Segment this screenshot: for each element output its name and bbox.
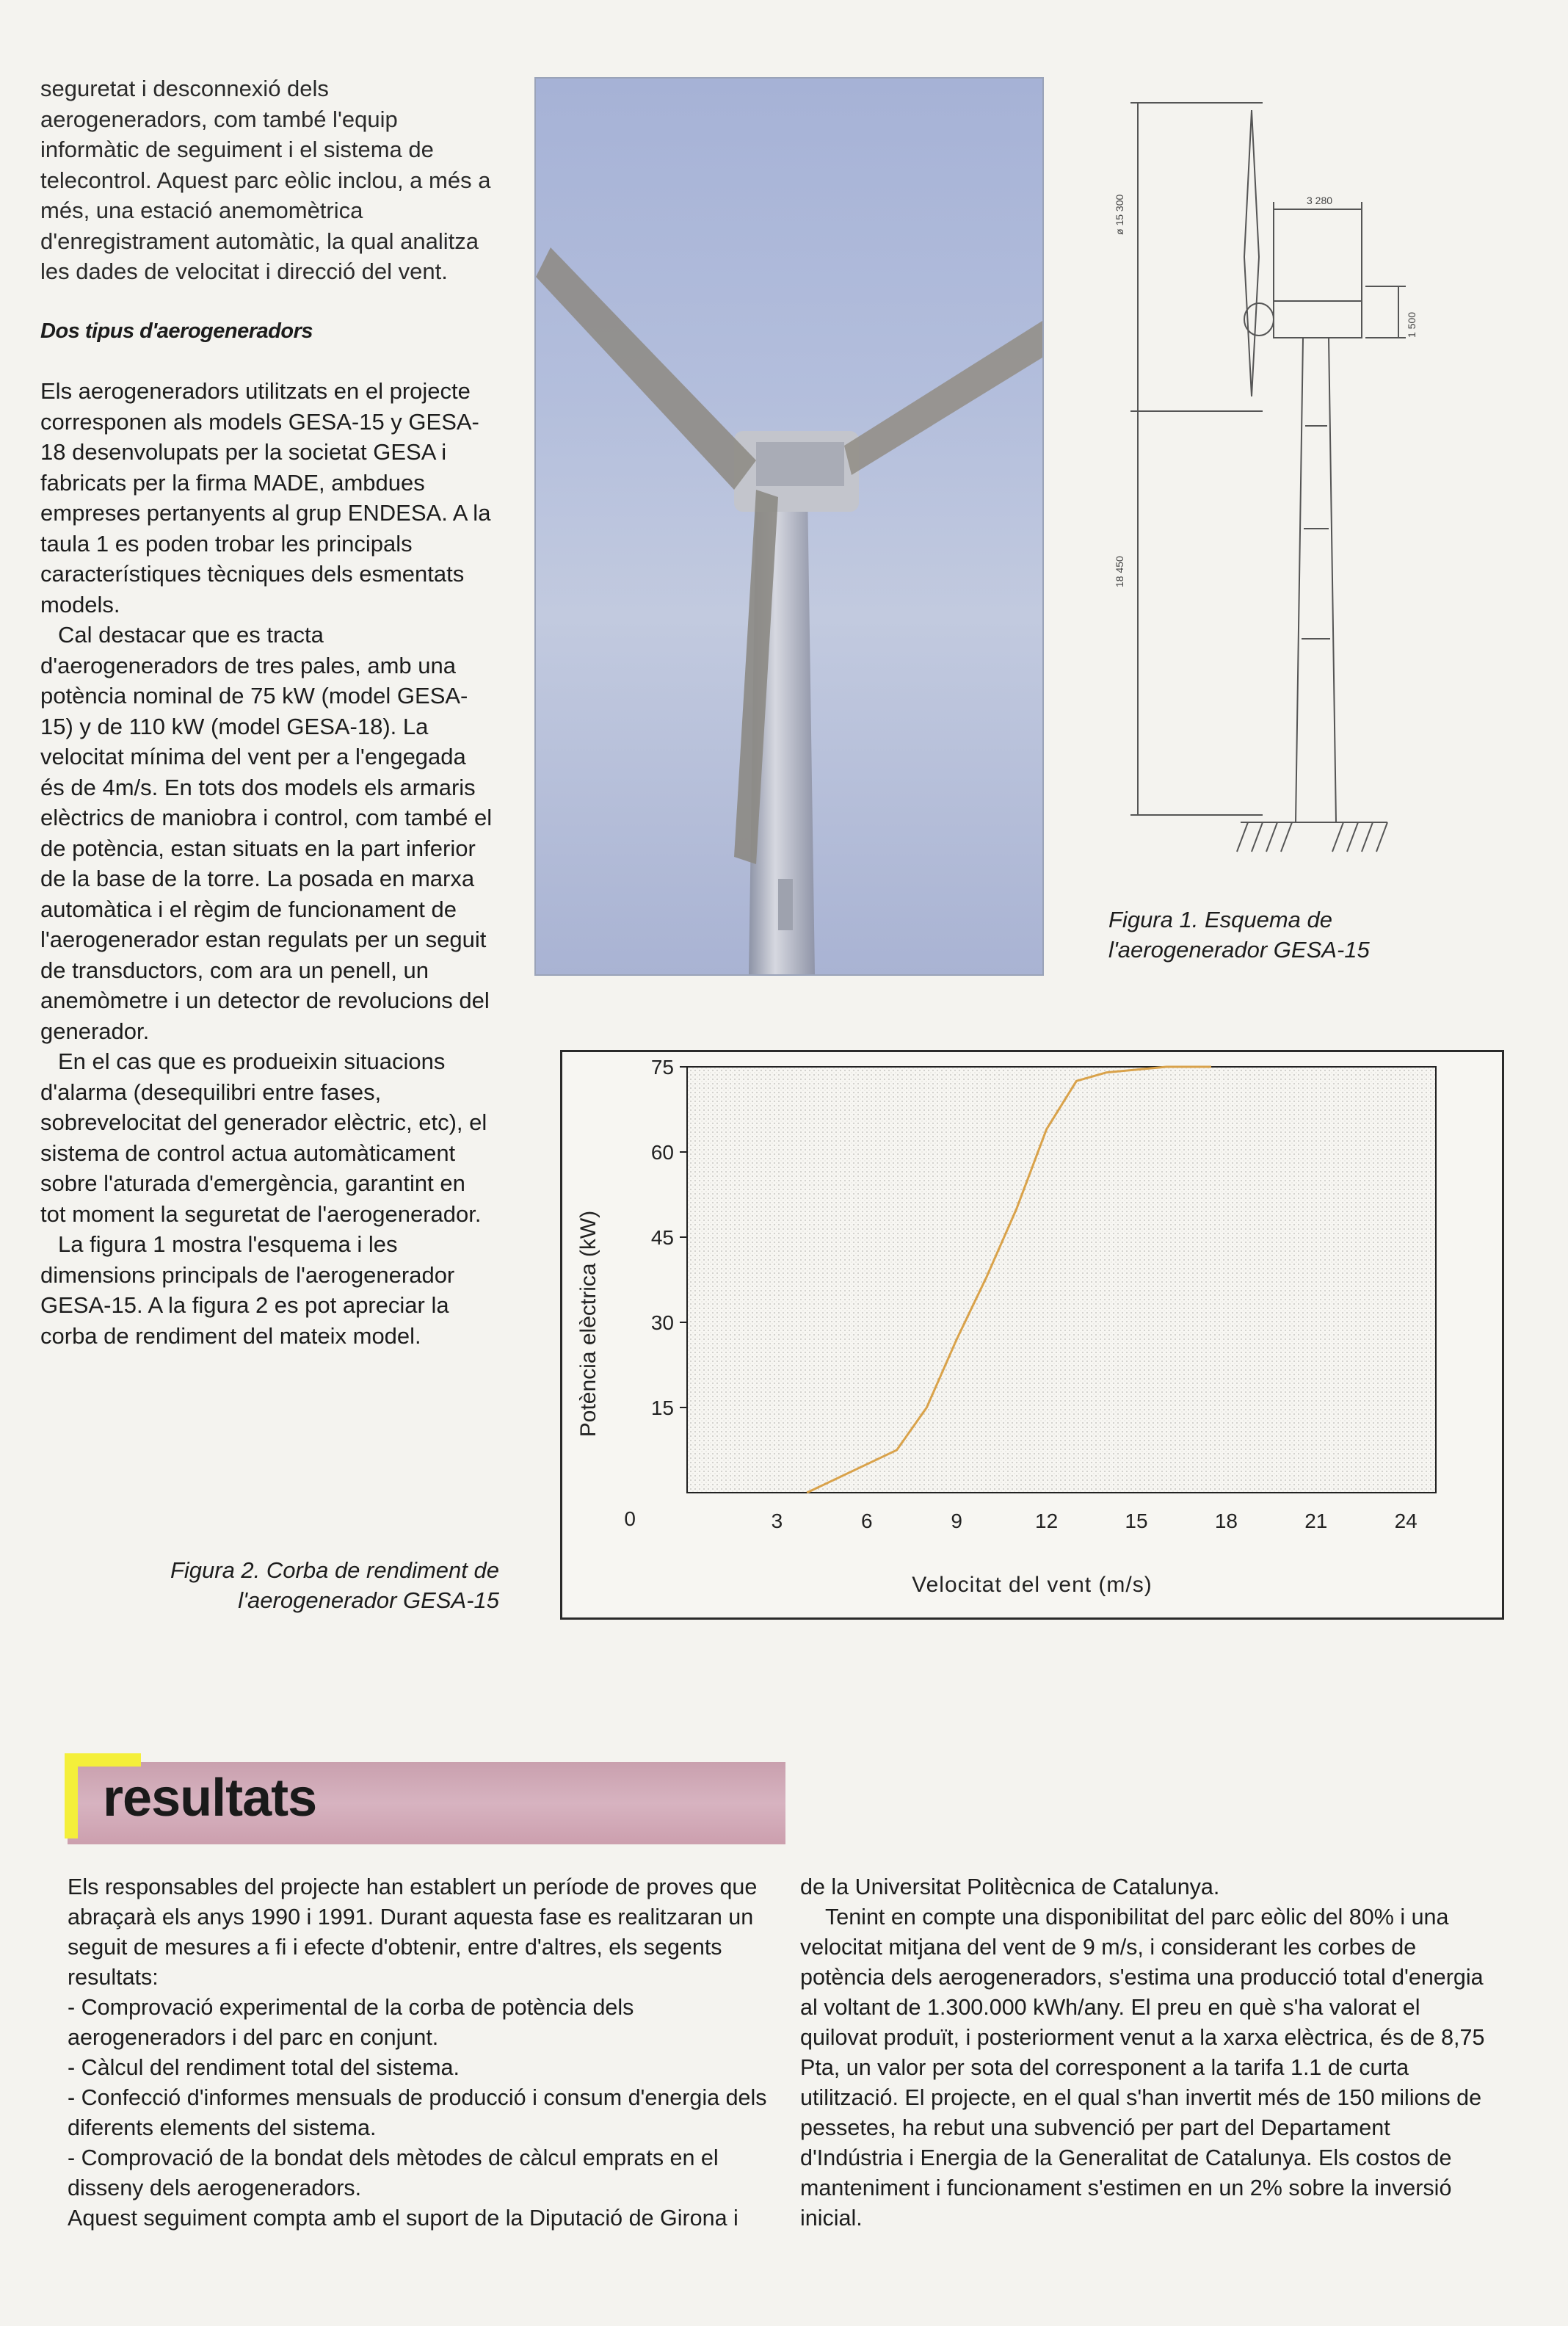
left-column: [40, 73, 496, 1351]
results-left-p2: - Càlcul del rendiment total del sistema.: [68, 2055, 460, 2080]
x-tick-label: 18: [1214, 1510, 1238, 1532]
results-left-p4: - Comprovació de la bondat dels mètodes de càlcul emprats en el disseny dels aerogeneradors.: [68, 2145, 719, 2200]
x-tick-label: 3: [771, 1510, 783, 1532]
y-tick-label: 0: [624, 1507, 636, 1530]
turbine-schematic: [1094, 88, 1431, 881]
y-tick-label: 30: [650, 1311, 674, 1334]
x-tick-label: 9: [951, 1510, 962, 1532]
paragraph-specs: Cal destacar que es tracta d'aerogeneradors de tres pales, amb una potència nominal de 75 kW (model GESA-15) y de 110 kW (model GESA-18). La velocitat mínima del vent per a l'engegada és de 4m/s. En tots dos models els armaris elèctrics de maniobra i control, com també el de potència, estan situats en la part inferior de la base de la torre. La posada en marxa automàtica i el règim de funcionament de l'aerogenerador estan regulats per un seguit de transductors, com ara un penell, un anemòmetre i un detector de revolucions del generador.: [40, 622, 493, 1044]
dim-rotor-label: ø 15 300: [1114, 194, 1125, 235]
results-left-p1: - Comprovació experimental de la corba de potència dels aerogeneradors i del parc en conjunt.: [68, 1995, 634, 2050]
results-left-p3: - Confecció d'informes mensuals de producció i consum d'energia dels diferents elements del sistema.: [68, 2085, 767, 2140]
power-curve-chart: [560, 1050, 1504, 1620]
y-tick-label: 15: [650, 1396, 674, 1419]
x-axis-label: Velocitat del vent (m/s): [912, 1573, 1153, 1597]
x-tick-label: 15: [1125, 1510, 1148, 1532]
results-right-p0: de la Universitat Politècnica de Catalunya.: [800, 1874, 1220, 1899]
x-tick-label: 24: [1394, 1510, 1418, 1532]
y-axis-label: Potència elèctrica (kW): [576, 1210, 600, 1438]
figure2-caption: Figura 2. Corba de rendiment de l'aerogenerador GESA-15: [170, 1557, 499, 1613]
paragraph-figures: La figura 1 mostra l'esquema i les dimensions principals de l'aerogenerador GESA-15. A la figura 2 es pot apreciar la corba de rendiment del mateix model.: [40, 1231, 455, 1349]
dim-hub-height-label: 18 450: [1114, 556, 1125, 587]
turbine-photo: [534, 77, 1044, 976]
plot-area: [687, 1067, 1436, 1493]
x-tick-label: 21: [1304, 1510, 1328, 1532]
y-tick-label: 45: [650, 1226, 674, 1249]
x-tick-label: 6: [861, 1510, 873, 1532]
y-tick-label: 60: [650, 1141, 674, 1164]
dim-side-label: 1 500: [1406, 311, 1418, 338]
results-right-column: [800, 1872, 1490, 2233]
x-tick-label: 12: [1035, 1510, 1059, 1532]
y-tick-label: 75: [650, 1056, 674, 1079]
results-left-p5: Aquest seguiment compta amb el suport de la Diputació de Girona i: [68, 2206, 738, 2231]
paragraph-intro: seguretat i desconnexió dels aerogeneradors, com també l'equip informàtic de seguiment i el sistema de telecontrol. Aquest parc eòlic inclou, a més a més, una estació anemomètrica d'enregistrament automàtic, la qual analitza les dades de velocitat i direcció del vent.: [40, 76, 491, 284]
results-right-p1: Tenint en compte una disponibilitat del parc eòlic del 80% i una velocitat mitjana del vent de 9 m/s, i considerant les corbes de potència dels aerogeneradors, s'estima una producció total d'energia al voltant de 1.300.000 kWh/any. El preu en què s'ha valorat el quilovat produït, i posteriorment venut a la xarxa elèctrica, és de 8,75 Pta, un valor per sota del corresponent a la tarifa 1.1 de curta utilització. El projecte, en el qual s'han invertit més de 150 milions de pessetes, ha rebut una subvenció per part del Departament d'Indústria i Energia de la Generalitat de Catalunya. Els costos de manteniment i funcionament s'estimen en un 2% sobre la inversió inicial.: [800, 1905, 1485, 2231]
paragraph-models: Els aerogeneradors utilitzats en el projecte corresponen als models GESA-15 y GESA-18 desenvolupats per la societat GESA i fabricats per la firma MADE, ambdues empreses pertanyents al grup ENDESA. A la taula 1 es poden trobar les principals característiques tècniques dels esmentats models.: [40, 378, 491, 617]
results-left-column: [68, 1872, 772, 2233]
results-left-p0: Els responsables del projecte han establert un període de proves que abraçarà els anys 1990 i 1991. Durant aquesta fase es realitzaran un seguit de mesures a fi i efecte d'obtenir, entre d'altres, els segents resultats:: [68, 1874, 758, 1990]
dim-nacelle-label: 3 280: [1307, 195, 1333, 206]
results-title: resultats: [103, 1769, 317, 1827]
paragraph-alarm: En el cas que es produeixin situacions d'alarma (desequilibri entre fases, sobrevelocitat del generador elèctric, etc), el sistema de control actua automàticament sobre l'aturada d'emergència, garantint en tot moment la seguretat de l'aerogenerador.: [40, 1048, 487, 1227]
section-heading: Dos tipus d'aerogeneradors: [40, 319, 313, 343]
figure1-caption: Figura 1. Esquema de l'aerogenerador GESA-15: [1108, 907, 1370, 963]
